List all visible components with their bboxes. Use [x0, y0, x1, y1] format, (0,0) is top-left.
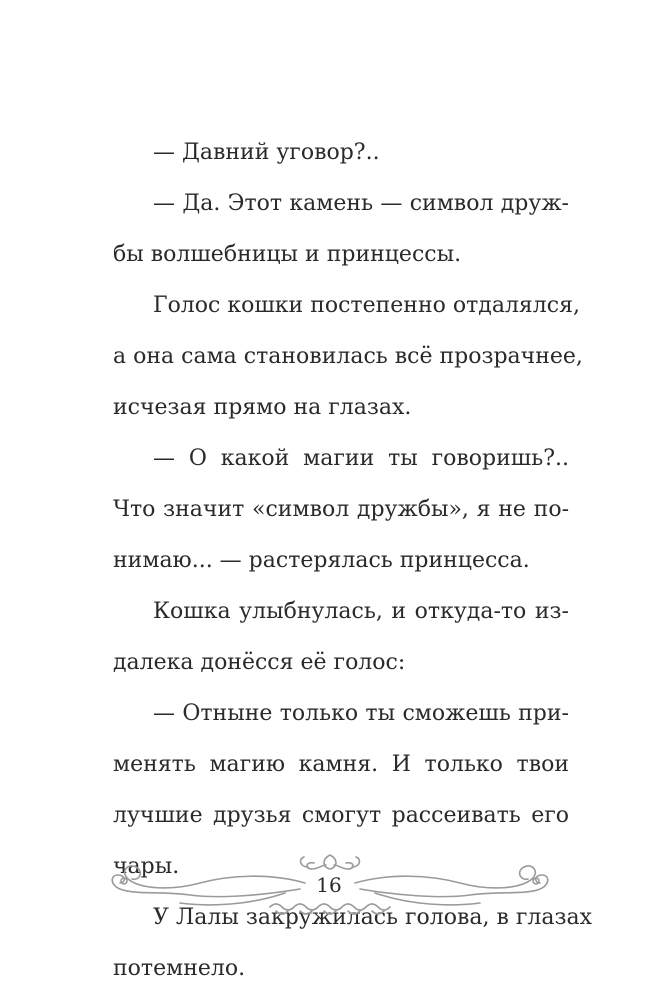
- text-line: исчезая прямо на глазах.: [113, 395, 412, 420]
- text-line: — Давний уговор?..: [153, 140, 380, 165]
- text-line: Кошка улыбнулась, и откуда-то из-: [153, 599, 569, 624]
- text-line: нимаю... — растерялась принцесса.: [113, 548, 530, 573]
- text-line: Что значит «символ дружбы», я не по-: [113, 497, 569, 522]
- text-line: лучшие друзья смогут рассеивать его: [113, 803, 569, 828]
- text-line: потемнело.: [113, 956, 246, 981]
- text-line: менять магию камня. И только твои: [113, 752, 569, 777]
- text-line: бы волшебницы и принцессы.: [113, 242, 462, 267]
- text-line: а она сама становилась всё прозрачнее,: [113, 344, 583, 369]
- text-line: далека донёсся её голос:: [113, 650, 406, 675]
- text-line: — Отныне только ты сможешь при-: [153, 701, 569, 726]
- text-line: Голос кошки постепенно отдалялся,: [153, 293, 580, 318]
- text-line: — О какой магии ты говоришь?..: [153, 446, 569, 471]
- text-line: У Лалы закружилась голова, в глазах: [153, 905, 593, 930]
- text-line: чары.: [113, 854, 180, 879]
- page-number: 16: [316, 873, 342, 897]
- text-line: — Да. Этот камень — символ друж-: [153, 191, 569, 216]
